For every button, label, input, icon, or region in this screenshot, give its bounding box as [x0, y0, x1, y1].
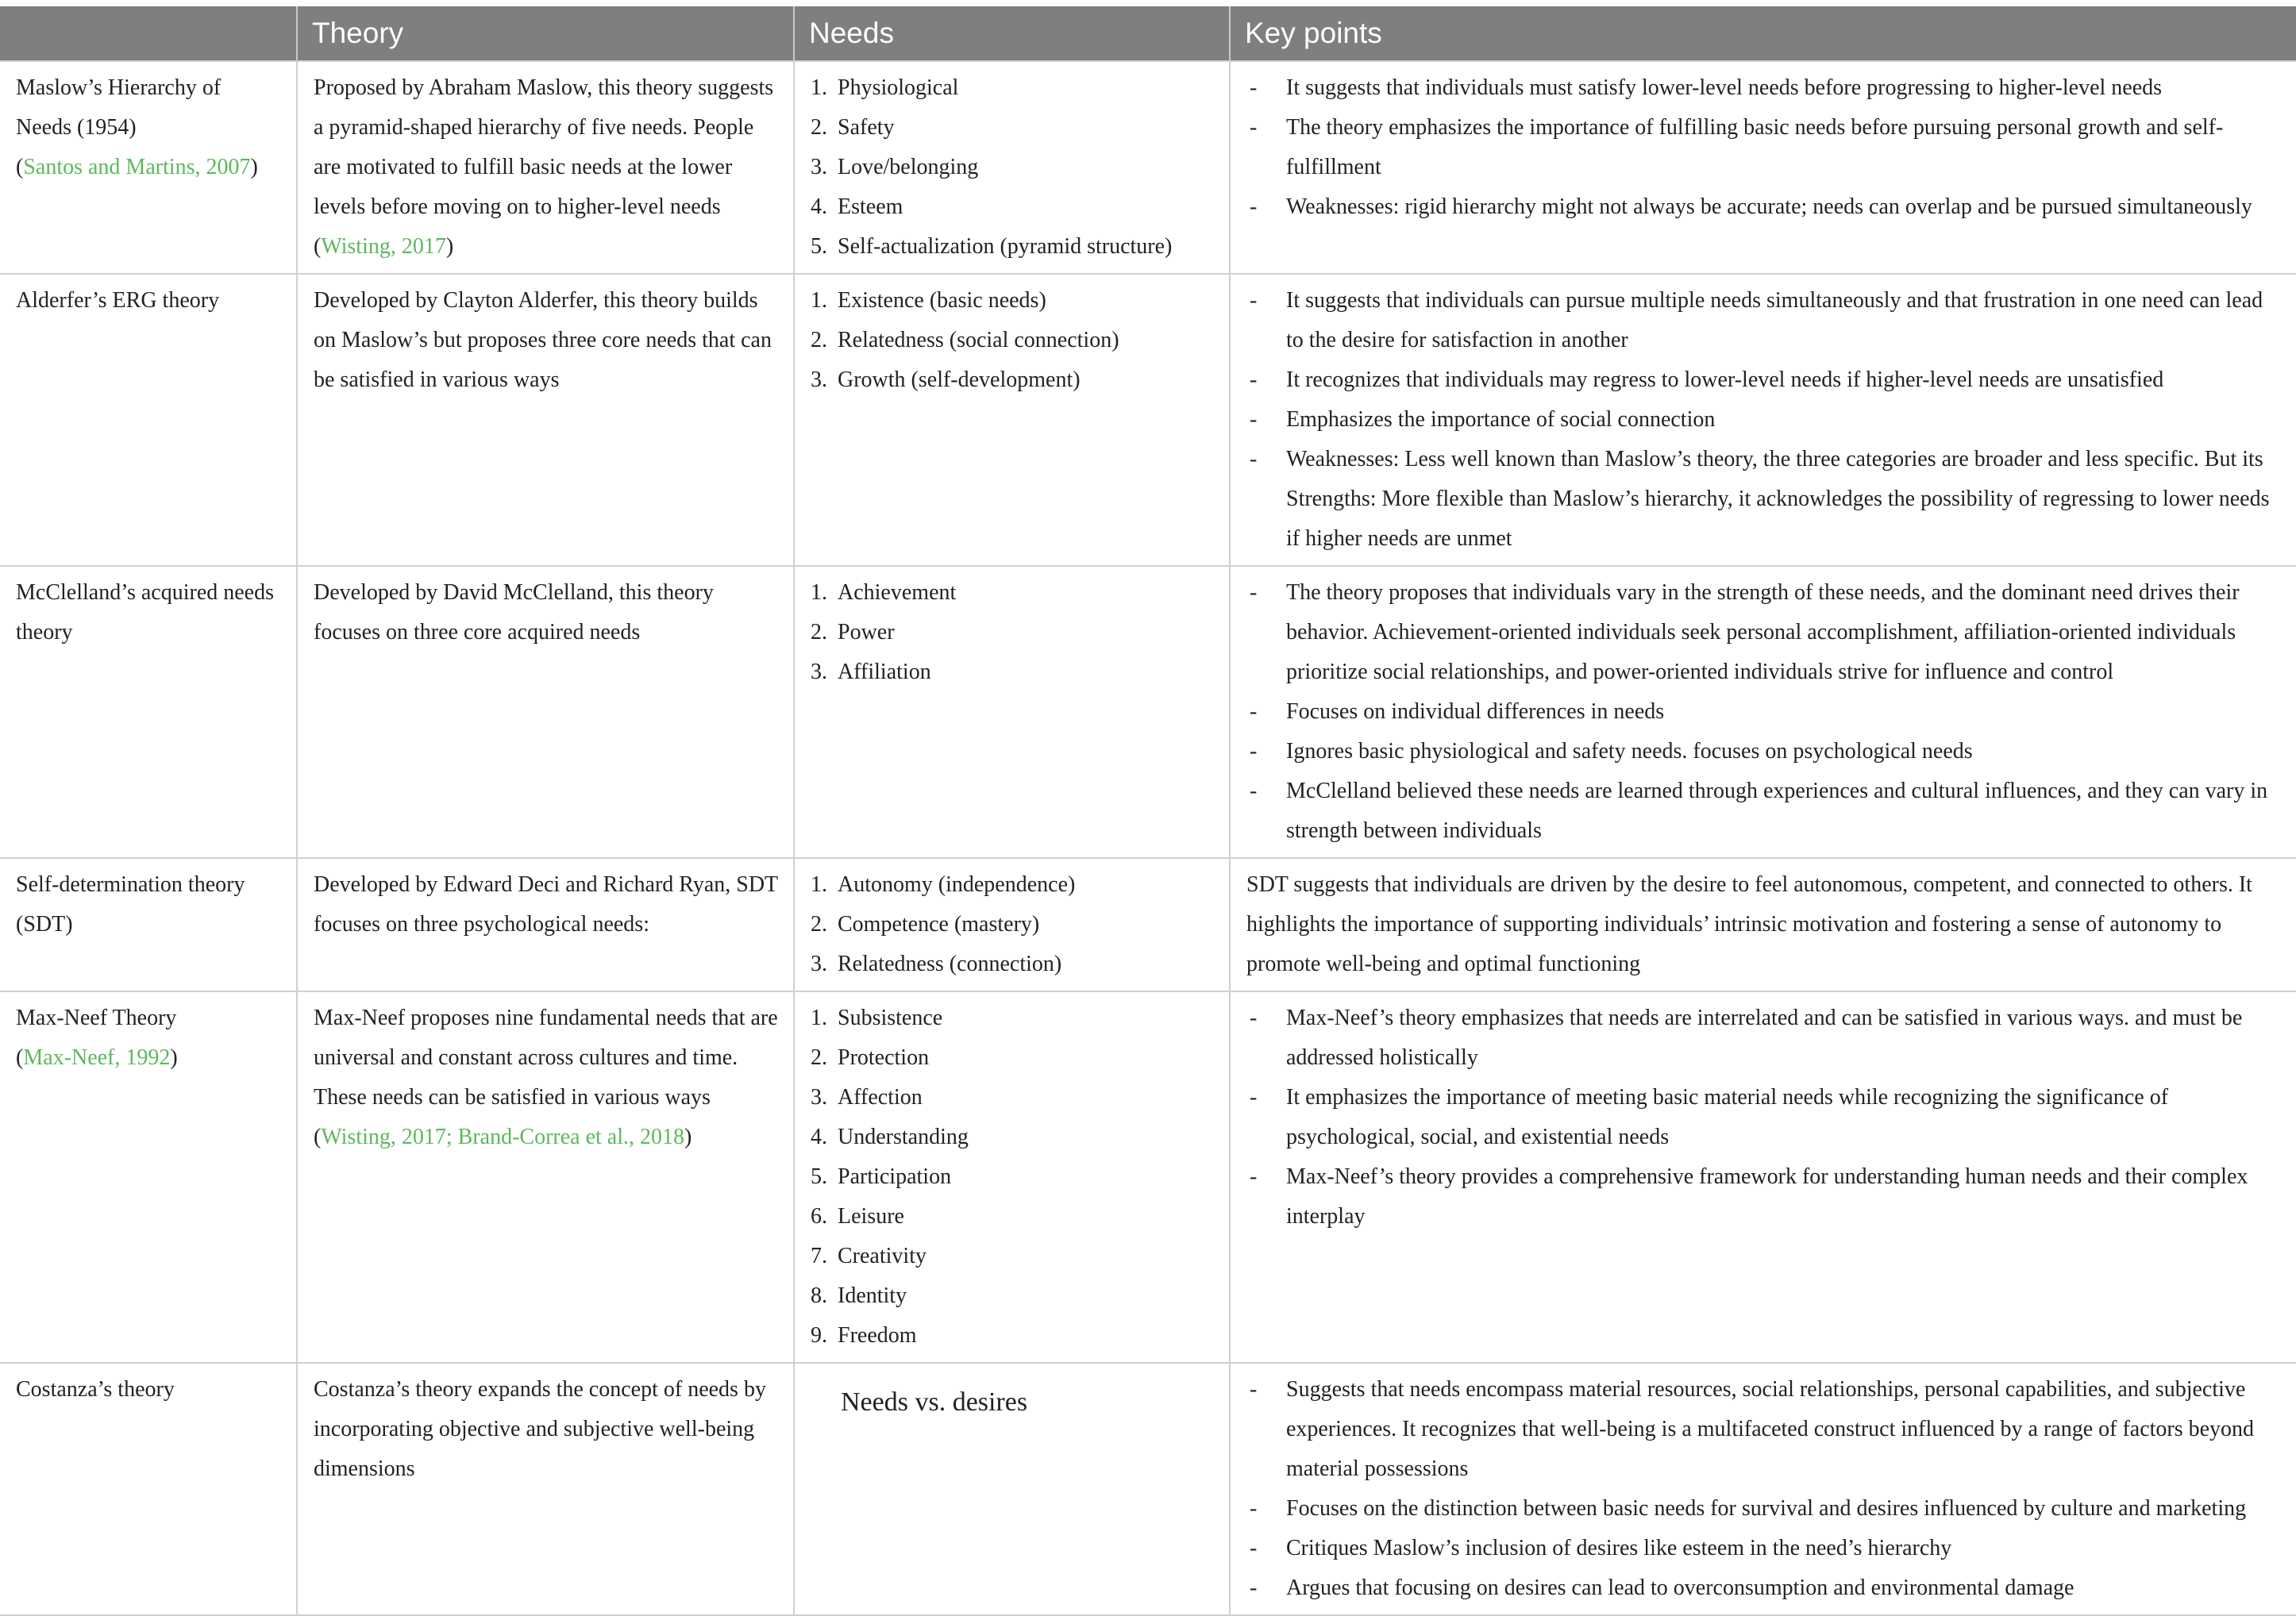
- need-label: Achievement: [838, 580, 957, 605]
- list-number: 2.: [811, 115, 827, 140]
- table-row: [0, 991, 2296, 1363]
- needs-list: [811, 998, 1215, 1356]
- theory-name: Max-Neef Theory: [16, 1006, 177, 1030]
- needs-list: [811, 281, 1215, 400]
- need-label: Affection: [838, 1085, 923, 1110]
- key-points-cell: [1230, 858, 2296, 991]
- list-item: [811, 187, 1215, 227]
- theory-name: Maslow’s Hierarchy of Needs (1954): [16, 75, 222, 140]
- key-point: The theory proposes that individuals vary in the strength of these needs, and the dominant need drives their behavior. Achievement-oriented individuals seek personal accomplishment, affiliation-oriented individuals prioritize social relationships, and power-oriented individuals strive for influence and control: [1286, 580, 2240, 684]
- list-item: [1246, 1529, 2282, 1568]
- list-item: [811, 281, 1215, 321]
- header-name: [0, 6, 297, 61]
- list-number: 4.: [811, 194, 827, 219]
- need-label: Self-actualization (pyramid structure): [838, 234, 1173, 259]
- citation-open: (: [16, 155, 24, 179]
- citation-link[interactable]: Santos and Martins, 2007: [23, 155, 251, 179]
- needs-summary: Needs vs. desires: [841, 1387, 1028, 1417]
- key-points-list: [1246, 68, 2282, 227]
- header-key-points: Key points: [1230, 6, 2296, 61]
- list-number: 5.: [811, 1164, 827, 1189]
- needs-cell: [794, 858, 1230, 991]
- list-number: 4.: [811, 1125, 827, 1149]
- list-number: 2.: [811, 912, 827, 937]
- theory-description: Developed by Edward Deci and Richard Ryan, SDT focuses on three psychological needs:: [314, 872, 778, 937]
- key-points-list: [1246, 573, 2282, 851]
- need-label: Autonomy (independence): [838, 872, 1076, 897]
- needs-cell: [794, 61, 1230, 274]
- list-item: [1246, 573, 2282, 692]
- needs-list: [811, 573, 1215, 692]
- list-number: 1.: [811, 872, 827, 897]
- theory-description: Costanza’s theory expands the concept of needs by incorporating objective and subjective well-being dimensions: [314, 1377, 766, 1481]
- list-item: [811, 613, 1215, 652]
- list-number: 3.: [811, 367, 827, 392]
- list-number: 6.: [811, 1204, 827, 1229]
- key-points-list: [1246, 1370, 2282, 1608]
- list-number: 3.: [811, 155, 827, 179]
- dash-marker: -: [1250, 739, 1258, 764]
- citation-close: ): [445, 234, 454, 259]
- table-row: [0, 566, 2296, 858]
- need-label: Freedom: [838, 1323, 917, 1348]
- table-row: [0, 274, 2296, 566]
- theory-description-cell: [297, 274, 794, 566]
- need-label: Leisure: [838, 1204, 904, 1229]
- need-label: Safety: [838, 115, 895, 140]
- key-point: Weaknesses: Less well known than Maslow’s theory, the three categories are broader and less specific. But its Strengths: More flexible than Maslow’s hierarchy, it acknowledges the possibility of regressing to lower needs if higher needs are unmet: [1286, 447, 2270, 551]
- list-item: [1246, 1489, 2282, 1529]
- key-points-cell: [1230, 274, 2296, 566]
- key-point: Max-Neef’s theory emphasizes that needs are interrelated and can be satisfied in various ways. and must be addressed holistically: [1286, 1006, 2243, 1070]
- dash-marker: -: [1250, 75, 1258, 100]
- list-item: [1246, 360, 2282, 400]
- dash-marker: -: [1250, 194, 1258, 219]
- dash-marker: -: [1250, 367, 1258, 392]
- key-points-cell: [1230, 566, 2296, 858]
- list-number: 1.: [811, 580, 827, 605]
- theory-description-cell: [297, 991, 794, 1363]
- list-item: [811, 945, 1215, 984]
- key-point: Focuses on individual differences in needs: [1286, 699, 1665, 724]
- dash-marker: -: [1250, 779, 1258, 803]
- theory-description: Proposed by Abraham Maslow, this theory suggests a pyramid-shaped hierarchy of five needs. People are motivated to fulfill basic needs at the lower levels before moving on to higher-level needs: [314, 75, 774, 219]
- list-number: 2.: [811, 620, 827, 644]
- list-item: [811, 573, 1215, 613]
- need-label: Understanding: [838, 1125, 969, 1149]
- list-item: [811, 1197, 1215, 1237]
- key-point: Max-Neef’s theory provides a comprehensive framework for understanding human needs and their complex interplay: [1286, 1164, 2248, 1229]
- key-point: Ignores basic physiological and safety needs. focuses on psychological needs: [1286, 739, 1973, 764]
- dash-marker: -: [1250, 1536, 1258, 1560]
- dash-marker: -: [1250, 1164, 1258, 1189]
- list-number: 1.: [811, 75, 827, 100]
- list-item: [811, 1157, 1215, 1197]
- theory-description: Max-Neef proposes nine fundamental needs that are universal and constant across cultures and time. These needs can be satisfied in various ways: [314, 1006, 778, 1110]
- needs-cell: [794, 274, 1230, 566]
- list-item: [811, 998, 1215, 1038]
- dash-marker: -: [1250, 407, 1258, 432]
- list-number: 3.: [811, 1085, 827, 1110]
- needs-cell: [794, 991, 1230, 1363]
- theory-description: Developed by Clayton Alderfer, this theory builds on Maslow’s but proposes three core needs that can be satisfied in various ways: [314, 288, 772, 392]
- dash-marker: -: [1250, 1576, 1258, 1600]
- key-point: It recognizes that individuals may regress to lower-level needs if higher-level needs are unsatisfied: [1286, 367, 2164, 392]
- citation-open: (: [314, 234, 322, 259]
- theory-description-cell: [297, 1363, 794, 1615]
- need-label: Love/belonging: [838, 155, 979, 179]
- list-number: 3.: [811, 660, 827, 684]
- list-item: [811, 905, 1215, 945]
- theory-name-cell: [0, 858, 297, 991]
- citation-close: ): [170, 1045, 178, 1070]
- list-number: 7.: [811, 1244, 827, 1268]
- need-label: Power: [838, 620, 895, 644]
- key-point: Emphasizes the importance of social connection: [1286, 407, 1716, 432]
- needs-list: [811, 68, 1215, 267]
- need-label: Growth (self-development): [838, 367, 1081, 392]
- list-item: [1246, 732, 2282, 771]
- list-item: [1246, 400, 2282, 440]
- citation-link[interactable]: Wisting, 2017: [321, 234, 446, 259]
- citation-close: ): [250, 155, 258, 179]
- citation-link[interactable]: Wisting, 2017; Brand-Correa et al., 2018: [321, 1125, 684, 1149]
- need-label: Relatedness (social connection): [838, 328, 1119, 352]
- need-label: Relatedness (connection): [838, 952, 1062, 976]
- key-point-text: SDT suggests that individuals are driven by the desire to feel autonomous, competent, and connected to others. It highlights the importance of supporting individuals’ intrinsic motivation and fostering a sense of autonomy to promote well-being and optimal functioning: [1246, 872, 2252, 976]
- key-point: It emphasizes the importance of meeting basic material needs while recognizing the significance of psychological, social, and existential needs: [1286, 1085, 2169, 1149]
- theory-name: McClelland’s acquired needs theory: [16, 580, 275, 644]
- citation-close: ): [684, 1125, 692, 1149]
- list-item: [811, 865, 1215, 905]
- list-item: [1246, 692, 2282, 732]
- theory-description-cell: [297, 566, 794, 858]
- theory-description-cell: [297, 858, 794, 991]
- theory-name: Alderfer’s ERG theory: [16, 288, 220, 313]
- dash-marker: -: [1250, 447, 1258, 471]
- list-number: 9.: [811, 1323, 827, 1348]
- list-item: [1246, 1157, 2282, 1237]
- list-item: [1246, 187, 2282, 227]
- header-row: [0, 6, 2296, 61]
- needs-list: [811, 865, 1215, 984]
- key-points-cell: [1230, 61, 2296, 274]
- table-row: [0, 858, 2296, 991]
- key-points-list: [1246, 281, 2282, 559]
- needs-theories-table: [0, 6, 2296, 1616]
- list-item: [811, 1078, 1215, 1118]
- key-point: McClelland believed these needs are learned through experiences and cultural influences, and they can vary in strength between individuals: [1286, 779, 2268, 843]
- list-item: [811, 1038, 1215, 1078]
- dash-marker: -: [1250, 699, 1258, 724]
- theory-name-cell: [0, 274, 297, 566]
- key-point: Suggests that needs encompass material resources, social relationships, personal capabilities, and subjective experiences. It recognizes that well-being is a multifaceted construct influenced by a range of factors beyond material possessions: [1286, 1377, 2255, 1481]
- dash-marker: -: [1250, 1006, 1258, 1030]
- key-point: It suggests that individuals can pursue multiple needs simultaneously and that frustration in one need can lead to the desire for satisfaction in another: [1286, 288, 2263, 352]
- key-point: Weaknesses: rigid hierarchy might not always be accurate; needs can overlap and be pursued simultaneously: [1286, 194, 2252, 219]
- citation-link[interactable]: Max-Neef, 1992: [23, 1045, 171, 1070]
- need-label: Existence (basic needs): [838, 288, 1046, 313]
- need-label: Participation: [838, 1164, 952, 1189]
- list-number: 3.: [811, 952, 827, 976]
- list-item: [811, 321, 1215, 360]
- theory-description-cell: [297, 61, 794, 274]
- list-item: [1246, 68, 2282, 108]
- dash-marker: -: [1250, 1085, 1258, 1110]
- key-points-list: [1246, 998, 2282, 1237]
- list-item: [811, 68, 1215, 108]
- need-label: Creativity: [838, 1244, 926, 1268]
- list-number: 1.: [811, 288, 827, 313]
- list-item: [1246, 440, 2282, 559]
- key-point: Focuses on the distinction between basic needs for survival and desires influenced by culture and marketing: [1286, 1496, 2247, 1521]
- list-number: 8.: [811, 1283, 827, 1308]
- dash-marker: -: [1250, 288, 1258, 313]
- need-label: Esteem: [838, 194, 903, 219]
- list-item: [1246, 1370, 2282, 1489]
- header-theory: Theory: [297, 6, 794, 61]
- list-item: [811, 1276, 1215, 1316]
- table-row: [0, 1363, 2296, 1615]
- list-number: 1.: [811, 1006, 827, 1030]
- need-label: Affiliation: [838, 660, 931, 684]
- need-label: Identity: [838, 1283, 907, 1308]
- need-label: Competence (mastery): [838, 912, 1040, 937]
- list-item: [811, 1316, 1215, 1356]
- header-needs: Needs: [794, 6, 1230, 61]
- dash-marker: -: [1250, 1496, 1258, 1521]
- citation-open: (: [16, 1045, 24, 1070]
- theory-name: Costanza’s theory: [16, 1377, 175, 1402]
- theory-name-cell: [0, 61, 297, 274]
- list-item: [811, 148, 1215, 187]
- key-point: Critiques Maslow’s inclusion of desires like esteem in the need’s hierarchy: [1286, 1536, 1952, 1560]
- key-point: The theory emphasizes the importance of fulfilling basic needs before pursuing personal growth and self-fulfillment: [1286, 115, 2224, 179]
- need-label: Physiological: [838, 75, 959, 100]
- dash-marker: -: [1250, 580, 1258, 605]
- theory-name-cell: [0, 1363, 297, 1615]
- list-item: [1246, 1078, 2282, 1157]
- dash-marker: -: [1250, 115, 1258, 140]
- list-item: [811, 227, 1215, 267]
- list-number: 2.: [811, 328, 827, 352]
- needs-cell: [794, 566, 1230, 858]
- needs-cell: [794, 1363, 1230, 1615]
- key-point: Argues that focusing on desires can lead to overconsumption and environmental damage: [1286, 1576, 2074, 1600]
- list-item: [1246, 281, 2282, 360]
- theory-name: Self-determination theory (SDT): [16, 872, 245, 937]
- list-item: [811, 652, 1215, 692]
- dash-marker: -: [1250, 1377, 1258, 1402]
- citation-open: (: [314, 1125, 322, 1149]
- list-item: [811, 1237, 1215, 1276]
- list-number: 2.: [811, 1045, 827, 1070]
- theory-description: Developed by David McClelland, this theory focuses on three core acquired needs: [314, 580, 714, 644]
- list-item: [811, 108, 1215, 148]
- theory-name-cell: [0, 566, 297, 858]
- theory-name-cell: [0, 991, 297, 1363]
- list-item: [811, 360, 1215, 400]
- list-item: [1246, 998, 2282, 1078]
- key-points-cell: [1230, 1363, 2296, 1615]
- list-number: 5.: [811, 234, 827, 259]
- need-label: Protection: [838, 1045, 930, 1070]
- table-row: [0, 61, 2296, 274]
- list-item: [811, 1118, 1215, 1157]
- list-item: [1246, 108, 2282, 187]
- key-point: It suggests that individuals must satisfy lower-level needs before progressing to higher-level needs: [1286, 75, 2163, 100]
- need-label: Subsistence: [838, 1006, 943, 1030]
- list-item: [1246, 1568, 2282, 1608]
- list-item: [1246, 771, 2282, 851]
- key-points-cell: [1230, 991, 2296, 1363]
